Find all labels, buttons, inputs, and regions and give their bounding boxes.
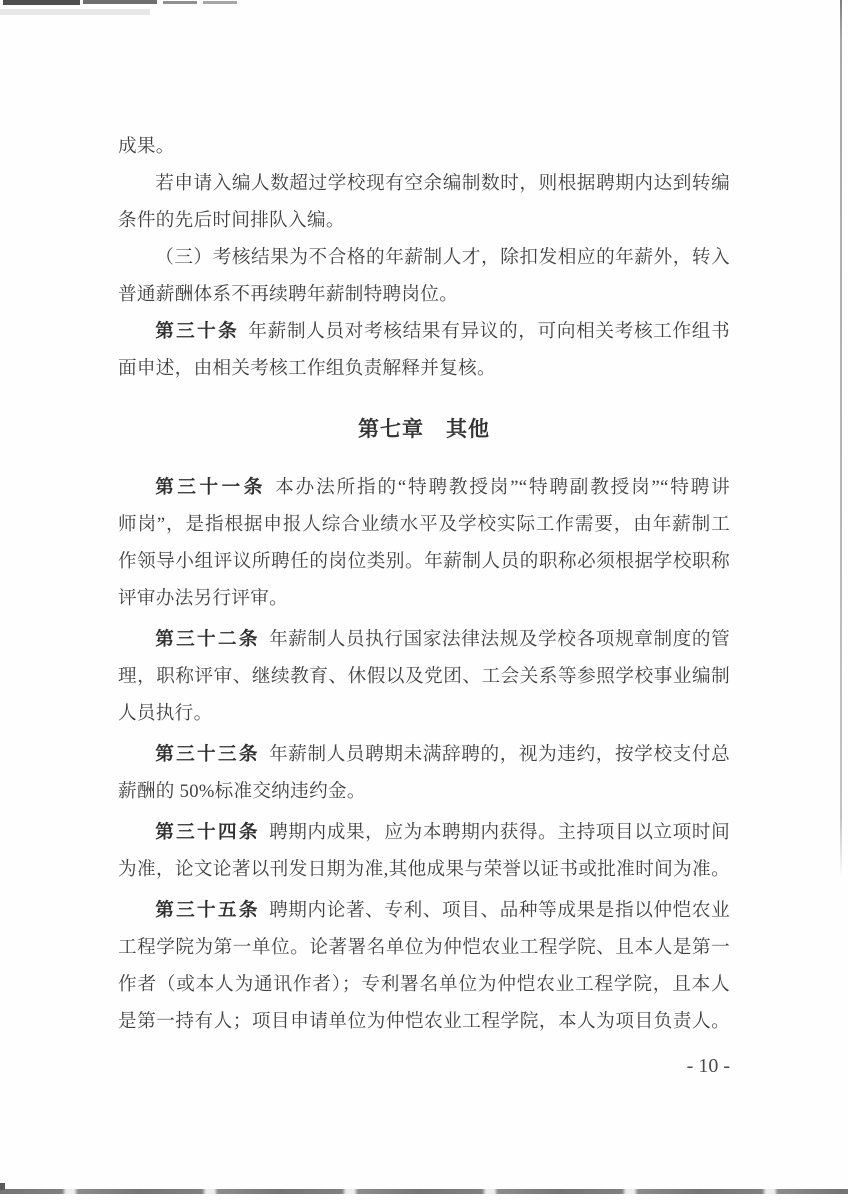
text-line: 成果。 — [118, 136, 175, 157]
scan-artifact-top-left — [3, 0, 80, 5]
scan-artifact-right-edge — [840, 0, 842, 880]
text-line: 第三十二条 年薪制人员执行国家法律法规及学校各项规章制度的管 — [155, 629, 730, 650]
scan-artifact-top-left — [83, 0, 157, 4]
article-number: 第三十三条 — [155, 744, 260, 765]
paragraph — [118, 165, 730, 239]
text-line: 工程学院为第一单位。论著署名单位为仲恺农业工程学院、且本人是第一 — [118, 937, 730, 958]
article-number: 第三十条 — [155, 321, 240, 342]
text-line: （三）考核结果为不合格的年薪制人才，除扣发相应的年薪外，转入 — [155, 247, 730, 268]
document-body — [118, 128, 730, 1040]
text-line: 师岗”，是指根据申报人综合业绩水平及学校实际工作需要，由年薪制工 — [118, 514, 730, 535]
text-line: 评审办法另行评审。 — [118, 588, 289, 609]
article-number: 第三十一条 — [155, 477, 266, 498]
text-line: 条件的先后时间排队入编。 — [118, 210, 345, 231]
scan-artifact-top-left — [203, 1, 237, 4]
text-line: 若申请入编人数超过学校现有空余编制数时，则根据聘期内达到转编 — [155, 173, 730, 194]
text-line: 人员执行。 — [118, 703, 213, 724]
paragraph — [118, 814, 730, 888]
paragraph — [118, 892, 730, 1040]
text-line: 第三十条 年薪制人员对考核结果有异议的，可向相关考核工作组书 — [155, 321, 730, 342]
scan-artifact-bottom-tick — [0, 1183, 5, 1190]
text-line: 第三十三条 年薪制人员聘期未满辞聘的，视为违约，按学校支付总 — [155, 744, 730, 765]
article-number: 第三十五条 — [155, 900, 260, 921]
text-line: 是第一持有人；项目申请单位为仲恺农业工程学院，本人为项目负责人。 — [118, 1011, 730, 1032]
text-line: 作者（或本人为通讯作者）；专利署名单位为仲恺农业工程学院，且本人 — [118, 974, 730, 995]
paragraph — [118, 239, 730, 313]
text-line: 第三十一条 本办法所指的“特聘教授岗”“特聘副教授岗”“特聘讲 — [155, 477, 730, 498]
text-line: 面申述，由相关考核工作组负责解释并复核。 — [118, 358, 496, 379]
paragraph — [118, 128, 730, 165]
article-number: 第三十四条 — [155, 822, 260, 843]
chapter-heading: 第七章 其他 — [358, 417, 490, 441]
page-number: - 10 - — [686, 1055, 730, 1077]
paragraph — [118, 469, 730, 617]
paragraph — [118, 736, 730, 810]
text-line: 第三十五条 聘期内论著、专利、项目、品种等成果是指以仲恺农业 — [155, 900, 730, 921]
scan-artifact-top-left-ghost — [0, 9, 150, 15]
scan-artifact-bottom-edge — [0, 1189, 848, 1194]
text-line: 薪酬的 50%标准交纳违约金。 — [118, 781, 366, 802]
paragraph — [118, 313, 730, 387]
article-number: 第三十二条 — [155, 629, 260, 650]
text-line: 为准，论文论著以刊发日期为准,其他成果与荣誉以证书或批准时间为准。 — [118, 859, 730, 880]
paragraph — [118, 621, 730, 732]
text-line: 第三十四条 聘期内成果，应为本聘期内获得。主持项目以立项时间 — [155, 822, 730, 843]
text-line: 普通薪酬体系不再续聘年薪制特聘岗位。 — [118, 284, 459, 305]
text-line: 作领导小组评议所聘任的岗位类别。年薪制人员的职称必须根据学校职称 — [118, 551, 730, 572]
text-line: 理，职称评审、继续教育、休假以及党团、工会关系等参照学校事业编制 — [118, 666, 730, 687]
scan-artifact-top-left — [163, 1, 197, 4]
